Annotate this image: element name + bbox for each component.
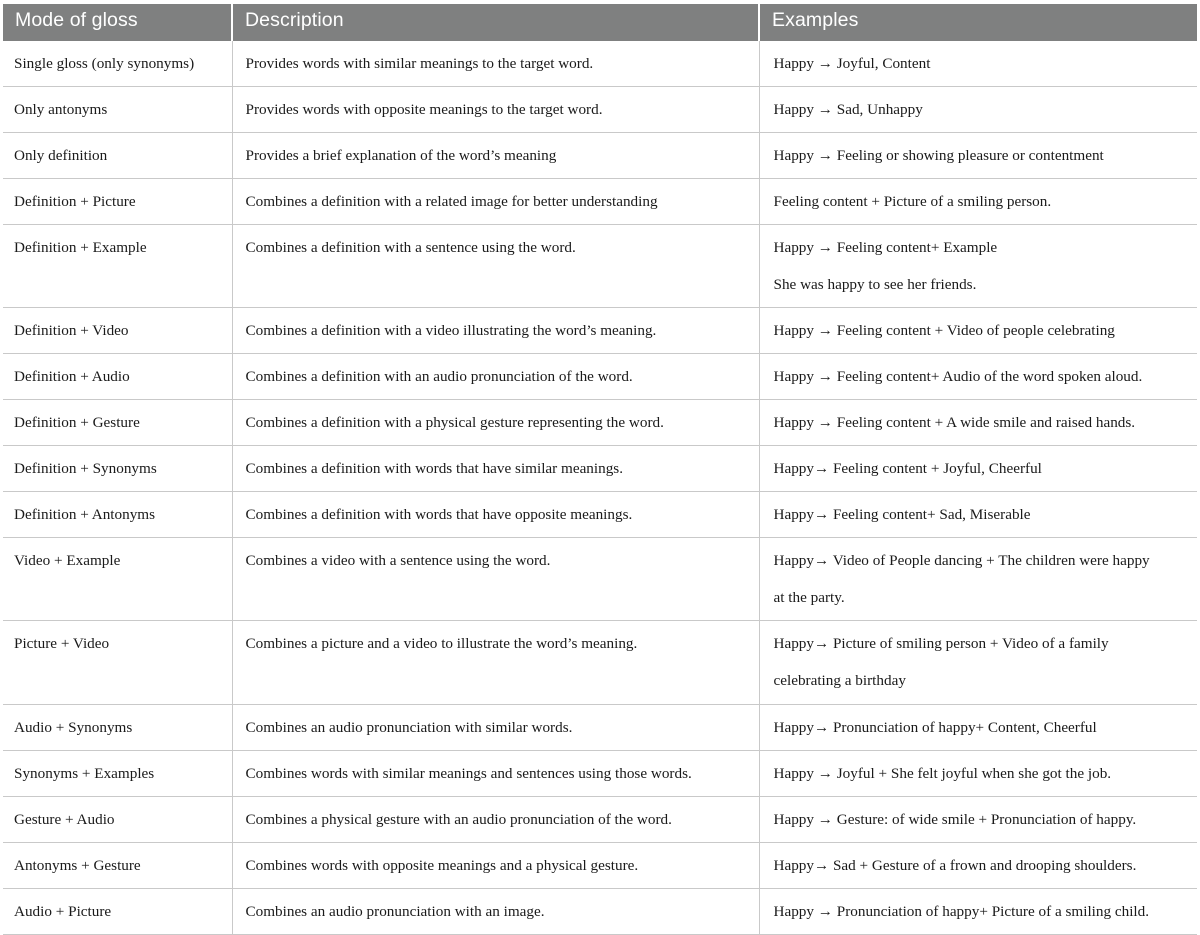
cell-description: Combines a picture and a video to illustrate the word’s meaning.	[232, 621, 759, 704]
cell-description: Combines an audio pronunciation with an image.	[232, 888, 759, 934]
table-row	[3, 750, 1197, 796]
example-line: Happy→ Picture of smiling person + Video of a family	[773, 635, 1109, 653]
table-row	[3, 132, 1197, 178]
cell-description: Combines words with similar meanings and sentences using those words.	[232, 750, 759, 796]
table-row	[3, 446, 1197, 492]
example-line: Happy → Feeling content + A wide smile and raised hands.	[773, 414, 1136, 432]
cell-mode-of-gloss: Audio + Picture	[3, 888, 232, 934]
table-header	[3, 4, 1197, 41]
table-row	[3, 704, 1197, 750]
cell-description: Combines a definition with a related image for better understanding	[232, 178, 759, 224]
table-row	[3, 842, 1197, 888]
cell-description: Combines a definition with words that have opposite meanings.	[232, 492, 759, 538]
cell-mode-of-gloss: Single gloss (only synonyms)	[3, 41, 232, 87]
table-row	[3, 225, 1197, 308]
example-line: celebrating a birthday	[773, 672, 906, 690]
table-row	[3, 492, 1197, 538]
cell-examples	[759, 308, 1197, 354]
cell-mode-of-gloss: Definition + Example	[3, 225, 232, 308]
cell-examples	[759, 354, 1197, 400]
example-line: at the party.	[773, 589, 845, 607]
cell-mode-of-gloss: Video + Example	[3, 538, 232, 621]
table-header-row	[3, 4, 1197, 41]
table-row	[3, 621, 1197, 704]
cell-examples	[759, 621, 1197, 704]
table-row	[3, 354, 1197, 400]
table-row	[3, 86, 1197, 132]
cell-examples	[759, 178, 1197, 224]
cell-description: Provides words with similar meanings to the target word.	[232, 41, 759, 87]
cell-description: Provides a brief explanation of the word’s meaning	[232, 132, 759, 178]
cell-examples	[759, 704, 1197, 750]
cell-mode-of-gloss: Picture + Video	[3, 621, 232, 704]
cell-mode-of-gloss: Only antonyms	[3, 86, 232, 132]
example-line: Happy → Feeling content+ Example	[773, 239, 998, 257]
table-row	[3, 538, 1197, 621]
cell-mode-of-gloss: Only definition	[3, 132, 232, 178]
table-row	[3, 888, 1197, 934]
cell-mode-of-gloss: Definition + Antonyms	[3, 492, 232, 538]
cell-description: Combines a video with a sentence using the word.	[232, 538, 759, 621]
cell-examples	[759, 132, 1197, 178]
table-row	[3, 796, 1197, 842]
table-row	[3, 41, 1197, 87]
example-line: Happy→ Feeling content+ Sad, Miserable	[773, 506, 1031, 524]
cell-mode-of-gloss: Antonyms + Gesture	[3, 842, 232, 888]
example-line: Happy→ Feeling content + Joyful, Cheerful	[773, 460, 1042, 478]
example-line: Happy→ Sad + Gesture of a frown and drooping shoulders.	[773, 856, 1137, 874]
example-line: Happy→ Pronunciation of happy+ Content, Cheerful	[773, 718, 1097, 736]
cell-mode-of-gloss: Definition + Audio	[3, 354, 232, 400]
cell-mode-of-gloss: Audio + Synonyms	[3, 704, 232, 750]
example-line: Happy → Joyful, Content	[773, 54, 931, 72]
cell-description: Combines a definition with words that have similar meanings.	[232, 446, 759, 492]
example-line: Happy → Feeling content+ Audio of the word spoken aloud.	[773, 368, 1143, 386]
example-line: Happy → Feeling content + Video of people celebrating	[773, 322, 1115, 340]
cell-examples	[759, 796, 1197, 842]
example-line: She was happy to see her friends.	[773, 276, 977, 294]
cell-mode-of-gloss: Definition + Synonyms	[3, 446, 232, 492]
example-line: Happy → Gesture: of wide smile + Pronunciation of happy.	[773, 810, 1137, 828]
example-line: Happy → Pronunciation of happy+ Picture of a smiling child.	[773, 902, 1150, 920]
cell-examples	[759, 842, 1197, 888]
table-body	[3, 41, 1197, 934]
modes-of-gloss-table	[3, 4, 1197, 935]
cell-examples	[759, 41, 1197, 87]
cell-examples	[759, 888, 1197, 934]
cell-mode-of-gloss: Definition + Gesture	[3, 400, 232, 446]
table-row	[3, 308, 1197, 354]
column-header-examples: Examples	[759, 4, 1197, 41]
column-header-mode-of-gloss: Mode of gloss	[3, 4, 232, 41]
cell-mode-of-gloss: Gesture + Audio	[3, 796, 232, 842]
cell-description: Combines words with opposite meanings and a physical gesture.	[232, 842, 759, 888]
example-line: Feeling content + Picture of a smiling person.	[773, 192, 1052, 210]
cell-description: Combines a definition with a physical gesture representing the word.	[232, 400, 759, 446]
column-header-description: Description	[232, 4, 759, 41]
cell-description: Combines an audio pronunciation with similar words.	[232, 704, 759, 750]
cell-examples	[759, 86, 1197, 132]
cell-mode-of-gloss: Definition + Picture	[3, 178, 232, 224]
example-line: Happy → Sad, Unhappy	[773, 100, 923, 118]
cell-description: Combines a definition with an audio pronunciation of the word.	[232, 354, 759, 400]
cell-description: Combines a physical gesture with an audio pronunciation of the word.	[232, 796, 759, 842]
cell-description: Provides words with opposite meanings to the target word.	[232, 86, 759, 132]
cell-mode-of-gloss: Synonyms + Examples	[3, 750, 232, 796]
example-line: Happy → Feeling or showing pleasure or contentment	[773, 146, 1104, 164]
cell-description: Combines a definition with a video illustrating the word’s meaning.	[232, 308, 759, 354]
cell-examples	[759, 446, 1197, 492]
cell-examples	[759, 538, 1197, 621]
cell-examples	[759, 225, 1197, 308]
cell-description: Combines a definition with a sentence using the word.	[232, 225, 759, 308]
cell-examples	[759, 400, 1197, 446]
table-row	[3, 178, 1197, 224]
table-row	[3, 400, 1197, 446]
cell-examples	[759, 750, 1197, 796]
cell-examples	[759, 492, 1197, 538]
cell-mode-of-gloss: Definition + Video	[3, 308, 232, 354]
example-line: Happy→ Video of People dancing + The children were happy	[773, 552, 1150, 570]
example-line: Happy → Joyful + She felt joyful when she got the job.	[773, 764, 1112, 782]
